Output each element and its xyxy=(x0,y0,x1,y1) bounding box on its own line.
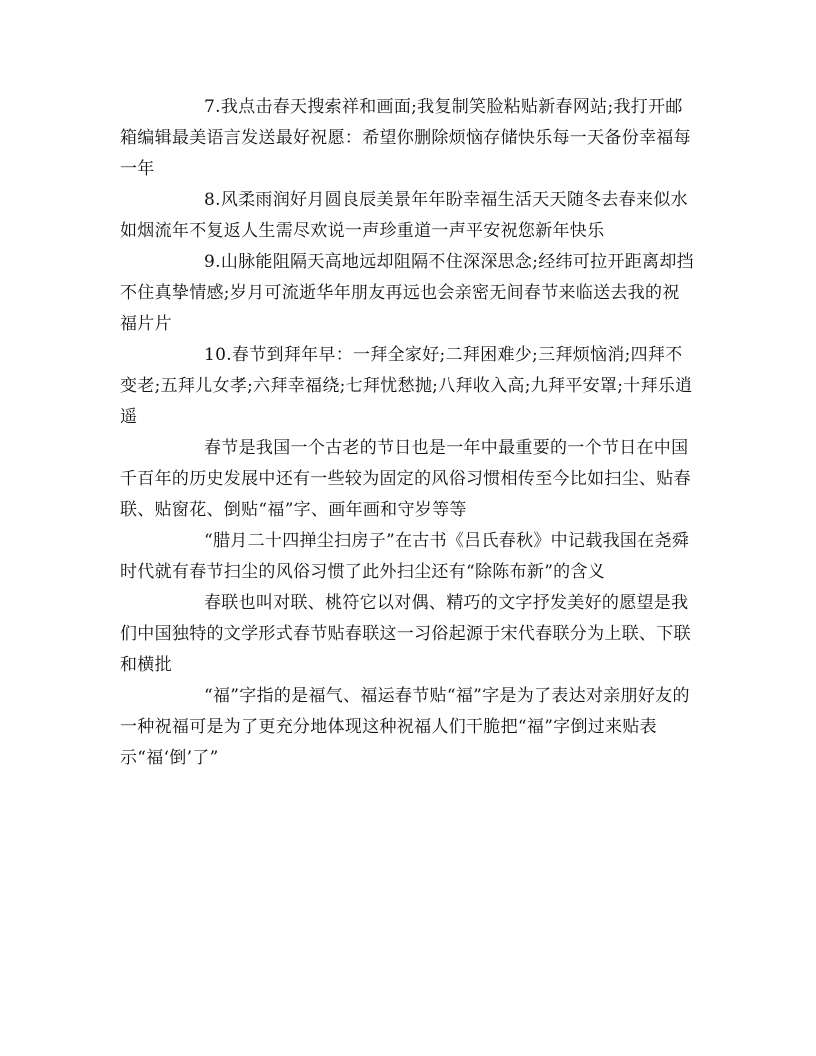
document-body xyxy=(120,92,696,774)
paragraph-fu-character: “福”字指的是福气、福运春节贴“福”字是为了表达对亲朋好友的一种祝福可是为了更充分地体现这种祝福人们干脆把“福”字倒过来贴表示“福‘倒’了” xyxy=(120,686,690,768)
paragraph-sweeping-dust: “腊月二十四掸尘扫房子”在古书《吕氏春秋》中记载我国在尧舜时代就有春节扫尘的风俗习惯了此外扫尘还有“除陈布新”的含义 xyxy=(120,531,690,582)
paragraph-spring-festival-intro: 春节是我国一个古老的节日也是一年中最重要的一个节日在中国千百年的历史发展中还有一些较为固定的风俗习惯相传至今比如扫尘、贴春联、贴窗花、倒贴“福”字、画年画和守岁等等 xyxy=(120,438,691,520)
paragraph-greeting-7: 7.我点击春天搜索祥和画面;我复制笑脸粘贴新春网站;我打开邮箱编辑最美语言发送最好祝愿：希望你删除烦恼存储快乐每一天备份幸福每一年 xyxy=(120,97,691,179)
paragraph-greeting-10: 10.春节到拜年早：一拜全家好;二拜困难少;三拜烦恼消;四拜不变老;五拜儿女孝;六拜幸福绕;七拜忧愁抛;八拜收入高;九拜平安罩;十拜乐逍遥 xyxy=(120,345,693,427)
paragraph-spring-couplets: 春联也叫对联、桃符它以对偶、精巧的文字抒发美好的愿望是我们中国独特的文学形式春节贴春联这一习俗起源于宋代春联分为上联、下联和横批 xyxy=(120,593,691,675)
paragraph-greeting-9: 9.山脉能阻隔天高地远却阻隔不住深深思念;经纬可拉开距离却挡不住真挚情感;岁月可流逝华年朋友再远也会亲密无间春节来临送去我的祝福片片 xyxy=(120,252,694,334)
paragraph-greeting-8: 8.风柔雨润好月圆良辰美景年年盼幸福生活天天随冬去春来似水如烟流年不复返人生需尽欢说一声珍重道一声平安祝您新年快乐 xyxy=(120,190,688,241)
